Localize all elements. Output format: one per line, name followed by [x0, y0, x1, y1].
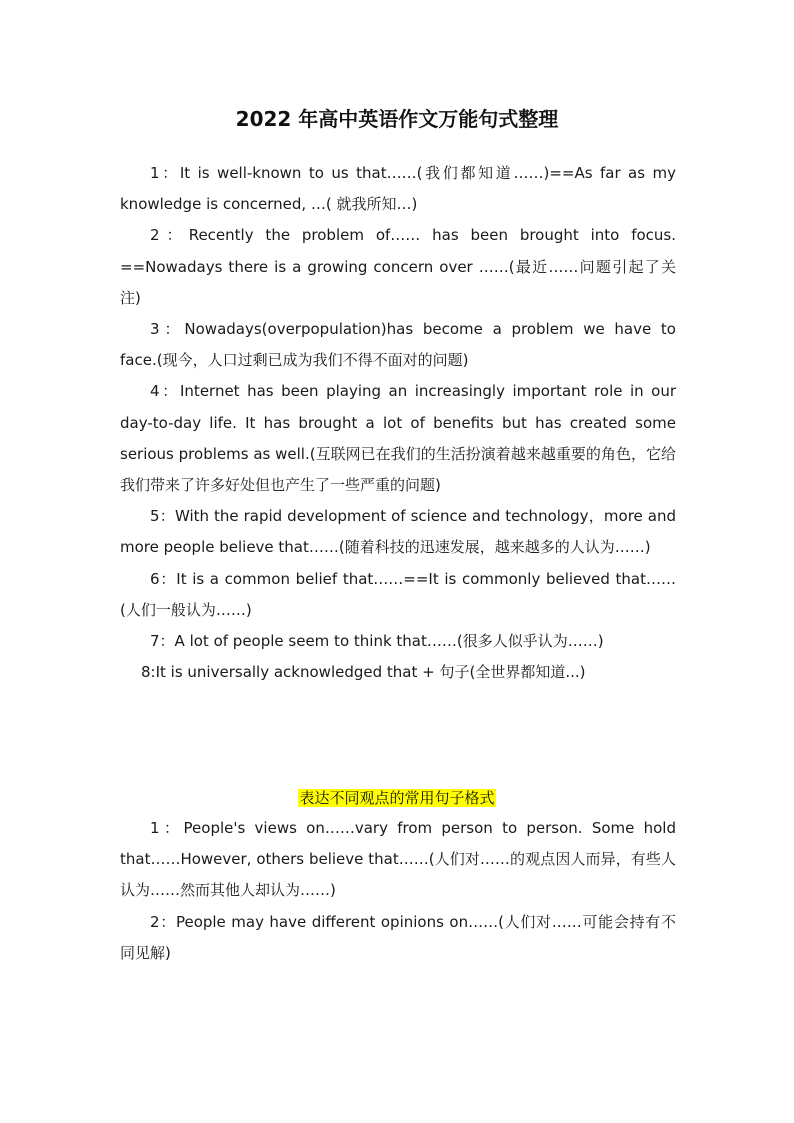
sentence-item-5: 5：With the rapid development of science and technology，more and more people believe that……(随着科技的迅速发展，越来越多的人认为……): [120, 507, 676, 557]
opinion-item-2: 2：People may have different opinions on……(人们对……可能会持有不同见解): [120, 912, 676, 962]
sentence-item-1: 1：It is well-known to us that……(我们都知道……)==As far as my knowledge is concerned, …( 就我所知…): [120, 164, 676, 214]
section-heading-wrap: [0, 786, 794, 810]
sentence-item-2: 2：Recently the problem of…… has been brought into focus. ==Nowadays there is a growing concern over ……(最近……问题引起了关注): [120, 226, 676, 307]
sentence-item-7: 7：A lot of people seem to think that……(很多人似乎认为……): [150, 632, 604, 651]
opinion-item-1: 1：People's views on……vary from person to person. Some hold that……However, others believe that……(人们对……的观点因人而异，有些人认为……然而其他人却认为……): [120, 819, 676, 900]
sentence-item-4: 4：Internet has been playing an increasingly important role in our day-to-day life. It has brought a lot of benefits but has created some serious problems as well.(互联网已在我们的生活扮演着越来越重要的角色，它给我们带来了许多好处但也产生了一些严重的问题): [120, 382, 676, 495]
sentence-item-3: 3：Nowadays(overpopulation)has become a problem we have to face.(现今，人口过剩已成为我们不得不面对的问题): [120, 320, 676, 370]
sentence-list: [120, 158, 676, 688]
sentence-item-8: 8:It is universally acknowledged that + 句子(全世界都知道...): [141, 663, 586, 682]
opinion-sentence-list: [120, 813, 676, 969]
section-heading-highlighted: 表达不同观点的常用句子格式: [299, 789, 495, 807]
document-title: 2022 年高中英语作文万能句式整理: [235, 107, 559, 131]
sentence-item-6: 6：It is a common belief that……==It is commonly believed that……(人们一般认为……): [120, 569, 676, 619]
